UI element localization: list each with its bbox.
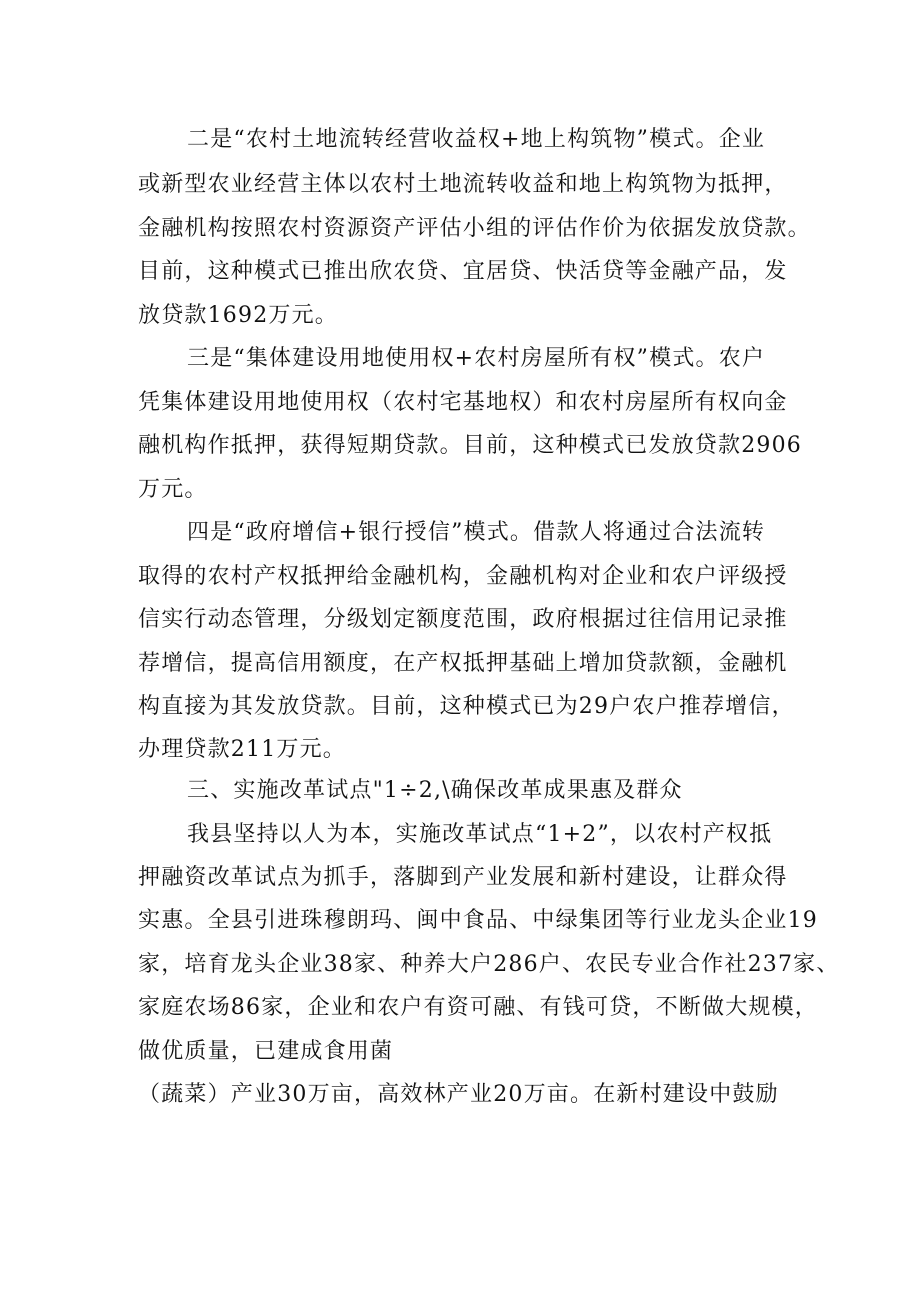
paragraph-line-8: 融机构作抵押，获得短期贷款。目前，这种模式已发放贷款2906	[138, 433, 802, 458]
paragraph-line-7: 凭集体建设用地使用权（农村宅基地权）和农村房屋所有权向金	[138, 390, 788, 415]
paragraph-line-5: 放贷款1692万元。	[138, 303, 338, 328]
paragraph-line-3: 金融机构按照农村资源资产评估小组的评估作价为依据发放贷款。	[138, 216, 811, 241]
paragraph-line-20: 家庭农场86家，企业和农户有资可融、有钱可贷，不断做大规模，	[138, 995, 818, 1020]
paragraph-line-16: 我县坚持以人为本，实施改革试点“1+2”，以农村产权抵	[187, 822, 773, 847]
paragraph-line-19: 家，培育龙头企业38家、种养大户286户、农民专业合作社237家、	[138, 952, 840, 977]
paragraph-line-22: （蔬菜）产业30万亩，高效林产业20万亩。在新村建设中鼓励	[138, 1082, 779, 1107]
section-heading: 三、实施改革试点"1÷2,\确保改革成果惠及群众	[187, 778, 683, 803]
paragraph-line-6: 三是“集体建设用地使用权+农村房屋所有权”模式。农户	[187, 346, 766, 371]
paragraph-line-21: 做优质量，已建成食用菌	[138, 1039, 394, 1064]
paragraph-line-4: 目前，这种模式已推出欣农贷、宜居贷、快活贷等金融产品，发	[138, 259, 788, 284]
paragraph-line-18: 实惠。全县引进珠穆朗玛、闽中食品、中绿集团等行业龙头企业19	[138, 908, 818, 933]
paragraph-line-12: 信实行动态管理，分级划定额度范围，政府根据过往信用记录推	[138, 607, 788, 632]
paragraph-line-17: 押融资改革试点为抓手，落脚到产业发展和新村建设，让群众得	[138, 865, 788, 890]
paragraph-line-1: 二是“农村土地流转经营收益权+地上构筑物”模式。企业	[187, 127, 766, 152]
paragraph-line-14: 构直接为其发放贷款。目前，这种模式已为29户农户推荐增信，	[138, 694, 795, 719]
paragraph-line-10: 四是“政府增信+银行授信”模式。借款人将通过合法流转	[187, 520, 766, 545]
paragraph-line-2: 或新型农业经营主体以农村土地流转收益和地上构筑物为抵押，	[138, 172, 788, 197]
paragraph-line-11: 取得的农村产权抵押给金融机构，金融机构对企业和农户评级授	[138, 564, 788, 589]
paragraph-line-13: 荐增信，提高信用额度，在产权抵押基础上增加贷款额，金融机	[138, 651, 788, 676]
paragraph-line-15: 办理贷款211万元。	[138, 737, 346, 762]
paragraph-line-9: 万元。	[138, 477, 208, 502]
